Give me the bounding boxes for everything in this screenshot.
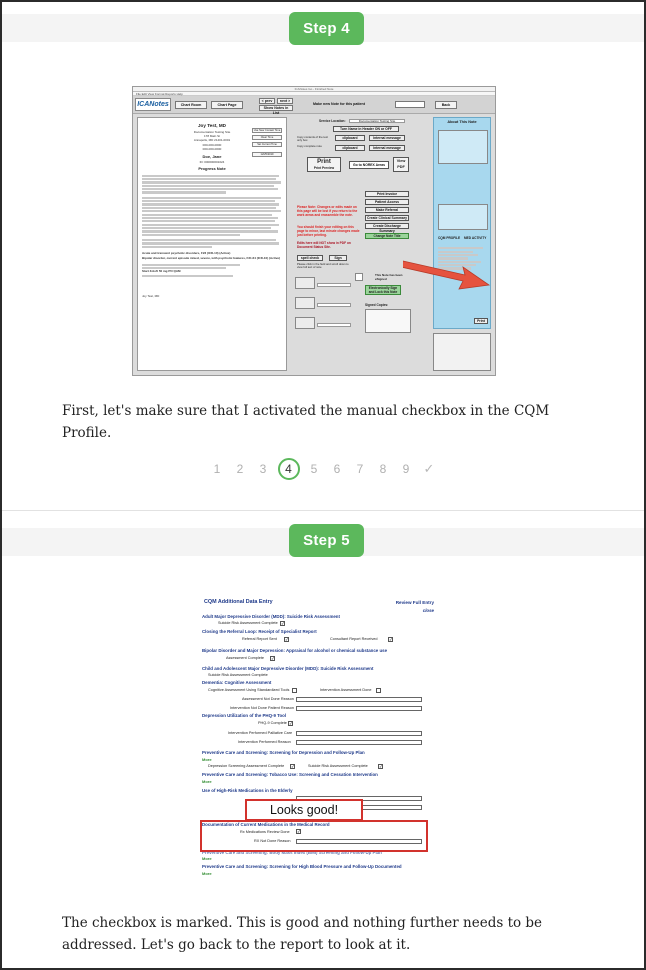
prev-button[interactable]: < prev [259,98,275,104]
page-5[interactable]: 5 [310,462,318,476]
item-suicide-risk-screening: Suicide Risk Assessment Complete [308,764,368,768]
red-arrow-icon [403,255,493,295]
page-8[interactable]: 8 [379,462,387,476]
spell-check-button[interactable]: spell check [297,255,323,261]
palliative-care-field[interactable] [296,731,422,736]
step5-label: Step 5 [289,524,364,557]
show-notes-button[interactable]: Show Notes in List [259,105,293,111]
patient-access-button[interactable]: Patient Access [365,199,409,205]
caption-field-2[interactable] [317,303,351,307]
looks-good-callout: Looks good! [245,799,363,821]
make-new-note-link[interactable]: Make new Note for this patient [309,101,369,109]
make-referral-button[interactable]: Make Referral [365,207,409,213]
checkbox-suicide-risk-adult[interactable]: ✓ [281,621,285,626]
section-current-medications: Documentation of Current Medications in the Medical Record [202,822,330,827]
turn-name-header-button[interactable]: Turn Name in Header ON or OFF [333,126,399,132]
esigned-label: This Note has been eSigned [375,273,403,282]
print-invoice-button[interactable]: Print Invoice [365,191,409,197]
item-intervention-assessment: Intervention Assessment Done [320,688,372,692]
section-bmi: Preventive Care and Screening: Body Mass Index (BMI) Screening and Follow-Up Plan [202,850,382,855]
checkbox-suicide-risk-screening[interactable]: ✓ [379,764,383,769]
close-link[interactable]: close [422,608,434,613]
caption-symbol-box-3[interactable] [295,317,315,329]
edits-warning: Edits here will NOT show in PDF on Document Status Site. [297,241,351,249]
app-window-title: ICANotes Go - Finished Note [133,87,495,92]
clipboard-button-2[interactable]: clipboard [335,145,365,151]
chart-room-button[interactable]: Chart Room [175,101,207,109]
icanotes-logo: ICANotes [135,98,171,111]
page-4-active[interactable]: 4 [278,458,300,480]
toolbar-field[interactable] [395,101,425,108]
cqm-form-title: CQM Additional Data Entry [204,599,273,605]
page-6[interactable]: 6 [333,462,341,476]
section-blood-pressure: Preventive Care and Screening: Screening for High Blood Pressure and Follow-Up Documented [202,864,402,869]
scroll-hint: Please click in the field and scroll down to view full text of note [297,262,349,270]
use-new-contact-time[interactable]: Use New Contact Time [253,129,281,132]
section-depression-screening: Preventive Care and Screening: Screening for Depression and Follow-Up Plan [202,750,365,755]
clear-time-button[interactable]: Clear Time [252,135,282,140]
item-consultant-report: Consultant Report Received [330,637,378,641]
medication-order [142,275,282,277]
clinic-line-3: Annapolis, MD 21401-0001 [193,137,231,142]
more-link-4[interactable]: More [202,871,212,876]
section-dementia: Dementia: Cognitive Assessment [202,680,272,685]
note-title: Progress Note [198,166,226,172]
change-note-title-button[interactable]: Change Note Title [365,233,409,239]
step5-caption: The checkbox is marked. This is good and nothing further needs to be addressed. Let's go back to the report to look at it. [62,915,543,953]
step-pagination [2,456,644,482]
more-link-2[interactable]: More [202,779,212,784]
app-toolbar [133,96,495,114]
section-high-risk-meds: Use of High-Risk Medications in the Elderly [202,788,293,793]
item-suicide-risk-child: Suicide Risk Assessment Complete [208,673,268,677]
responsible-clinicians-box[interactable] [433,333,491,371]
section-referral-loop: Closing the Referral Loop: Receipt of Specialist Report [202,629,317,634]
section-divider [2,510,644,511]
signed-copies-label: Signed Copies: [365,303,389,307]
more-link-1[interactable]: More [202,757,212,762]
item-phq9-complete: PHQ-9 Complete [258,721,287,725]
page-3[interactable]: 3 [259,462,267,476]
internal-message-button-2[interactable]: Internal message [369,145,405,151]
checkbox-consultant-report[interactable]: ✓ [389,637,393,642]
checkbox-phq9[interactable]: ✓ [289,721,293,726]
note-actions-panel [293,117,413,371]
caption-field-1[interactable] [317,283,351,287]
next-button[interactable]: next > [277,98,293,104]
service-location-label: Service Location: [319,119,346,123]
caption-symbol-box-2[interactable] [295,297,315,309]
print-preview-label: Print Preview [313,166,335,170]
electronically-sign-button[interactable]: Electronically Sign and Lock this Note [365,285,401,295]
section-phq9: Depression Utilization of the PHQ-9 Tool [202,713,287,718]
page-9[interactable]: 9 [402,462,410,476]
patient-name: Doe, Jane [202,153,222,159]
please-note-warning: Please Note: Changes or edits made on this page will be lost if you return to the work areas and reassemble the note. [297,205,358,217]
print-label: Print [317,159,331,165]
note-body-paragraph-3 [142,239,282,248]
medication-lines [142,264,282,270]
checkbox-assessment-complete[interactable]: ✓ [271,656,275,661]
section-tobacco: Preventive Care and Screening: Tobacco Use: Screening and Cessation Intervention [202,772,378,777]
cqm-profile-link[interactable]: CQM PROFILE [438,236,461,240]
esigned-checkbox[interactable] [355,273,363,281]
patient-summary-box[interactable] [438,130,488,164]
caption-symbol-box-1[interactable] [295,277,315,289]
print-button[interactable] [307,157,341,172]
page-2[interactable]: 2 [236,462,244,476]
note-document[interactable] [137,117,287,371]
finish-editing-warning: You should finish your editing on this page to minor, last minute changes made just before printing. [297,225,360,237]
back-button[interactable]: Back [435,101,457,109]
step4-caption: First, let's make sure that I activated the manual checkbox in the CQM Profile. [62,403,550,441]
caption-field-3[interactable] [317,323,351,327]
checkbox-depression-screening[interactable]: ✓ [291,764,295,769]
intervention-not-done-field[interactable] [296,706,422,711]
assessment-not-done-field[interactable] [296,697,422,702]
item-depression-screening: Depression Screening Assessment Complete [208,764,285,768]
copy-all-label: Copy complete note [297,144,322,148]
clinic-line-2: 178 Main St [203,133,220,138]
sign-button[interactable]: Sign [329,255,347,261]
checkbox-cognitive-assessment[interactable] [292,688,297,693]
section-adult-mdd: Adult Major Depressive Disorder (MDD): Suicide Risk Assessment [202,614,340,619]
provider-name: Joy Test, MD [198,123,226,128]
about-this-note-panel [433,117,491,329]
phone-line-1: 000-000-0000 [202,143,222,148]
checkbox-referral-sent[interactable]: ✓ [285,637,289,642]
review-full-entry-link[interactable]: Review Full Entry [395,600,434,605]
item-intervention-reason: Intervention Performed Reason [238,740,291,744]
item-assessment-complete: Assessment Complete [226,656,264,660]
app-screenshot [132,86,496,376]
patient-ids: ID: 000000001024 [199,160,225,165]
note-body-paragraph-1 [142,175,282,194]
note-date: 12/25/2019 [252,152,282,157]
app-menu-bar: File Edit View Format Reports Help [133,92,495,96]
item-intervention-not-done: Intervention Not Done Patient Reason [230,706,294,710]
page-1[interactable]: 1 [213,462,221,476]
item-rx-review-done: Rx Medications Review Done [240,830,290,834]
medication-line: Start Zoloft 50 mg PO QAM [142,269,181,274]
phone-line-2: 000-000-0000 [202,147,222,152]
diagnosis-heading-2: Bipolar disorder, current episode mixed, severe, with psychotic features, F31.64 (ICD-10) (Active) [142,255,281,260]
create-discharge-summary-button[interactable]: Create Discharge Summary [365,223,409,229]
item-rx-not-done: RX Not Done Reason [254,839,291,843]
go-to-norex-button[interactable]: Go to NOREX Areas [349,161,389,169]
chart-page-button[interactable]: Chart Page [211,101,243,109]
item-assessment-not-done: Assessment Not Done Reason [242,697,294,701]
medications-highlight-box [200,820,428,852]
item-palliative-care: Intervention Performed Palliative Care [228,731,293,735]
internal-message-button-1[interactable]: Internal message [369,135,405,141]
service-location-field[interactable]: Documentation Testing Site [349,119,405,123]
step4-label: Step 4 [289,12,364,45]
diagnosis-heading: Acute and transient psychotic disorders, F23 (ICD-10) (Active) [142,250,231,255]
intervention-reason-field[interactable] [296,740,422,745]
set-current-time-button[interactable]: Set Current Time [252,142,282,147]
checkbox-intervention-assessment[interactable] [376,688,381,693]
create-clinical-summary-button[interactable]: Create Clinical Summary [365,215,409,221]
item-referral-report-sent: Referral Report Sent [242,637,277,641]
more-link-3[interactable]: More [202,856,212,861]
about-print-button[interactable]: Print [474,318,488,324]
note-signature: Joy Test, MD [142,294,160,299]
clinical-summary-box[interactable] [438,204,488,230]
clinic-line-1: Documentation Testing Site [193,130,231,134]
item-suicide-risk-adult: Suicide Risk Assessment Complete [218,621,278,625]
note-body-paragraph-2 [142,197,282,236]
med-activity-link[interactable]: MED ACTIVITY [464,236,487,240]
checkbox-rx-review-done[interactable]: ✓ [297,829,301,834]
section-child-mdd: Child and Adolescent Major Depressive Disorder (MDD): Suicide Risk Assessment [202,666,374,671]
signed-copies-box[interactable] [365,309,411,333]
section-bipolar-appraisal: Bipolar Disorder and Major Depression: Appraisal for alcohol or chemical substance use [202,648,388,653]
complete-check-icon[interactable]: ✓ [423,461,435,476]
view-pdf-button[interactable]: View PDF [393,157,409,172]
copy-text-label: Copy contents of the text only box. [297,135,328,143]
about-note-title: About This Note [447,120,477,124]
item-cognitive-assessment: Cognitive Assessment Using Standardized Tools [208,688,290,692]
clipboard-button-1[interactable]: clipboard [335,135,365,141]
page-7[interactable]: 7 [356,462,364,476]
